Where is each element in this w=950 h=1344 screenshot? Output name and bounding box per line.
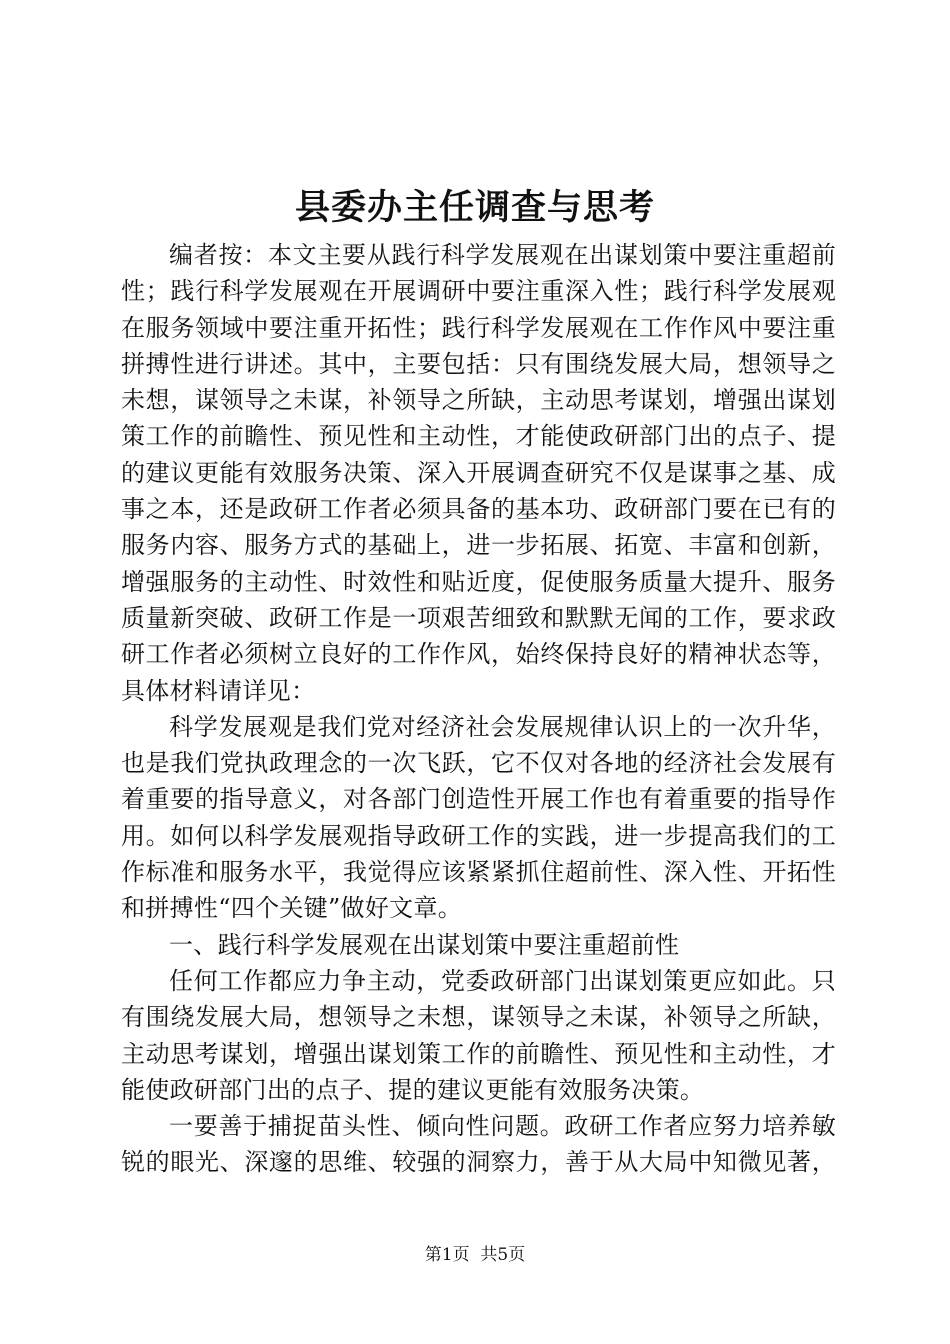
page-total: 共5页 [480, 1245, 526, 1265]
page-footer [0, 1243, 950, 1267]
paragraph-intro: 科学发展观是我们党对经济社会发展规律认识上的一次升华，也是我们党执政理念的一次飞跃，它不仅对各地的经济社会发展有着重要的指导意义，对各部门创造性开展工作也有着重要的指导作用。如何以科学发展观指导政研工作的实践，进一步提高我们的工作标准和服务水平，我觉得应该紧紧抓住超前性、深入性、开拓性和拼搏性“四个关键”做好文章。 [121, 712, 836, 923]
paragraph-section-1: 任何工作都应力争主动，党委政研部门出谋划策更应如此。只有围绕发展大局，想领导之未想，谋领导之未谋，补领导之所缺，主动思考谋划，增强出谋划策工作的前瞻性、预见性和主动性，才能使政研部门出的点子、提的建议更能有效服务决策。 [121, 966, 836, 1104]
section-heading-1: 一、践行科学发展观在出谋划策中要注重超前性 [169, 930, 680, 959]
page-title: 县委办主任调查与思考 [294, 187, 655, 228]
document-body [121, 237, 836, 1182]
paragraph-editor-note: 编者按：本文主要从践行科学发展观在出谋划策中要注重超前性；践行科学发展观在开展调研中要注重深入性；践行科学发展观在服务领域中要注重开拓性；践行科学发展观在工作作风中要注重拼搏性进行讲述。其中，主要包括：只有围绕发展大局，想领导之未想，谋领导之未谋，补领导之所缺，主动思考谋划，增强出谋划策工作的前瞻性、预见性和主动性，才能使政研部门出的点子、提的建议更能有效服务决策、深入开展调查研究不仅是谋事之基、成事之本，还是政研工作者必须具备的基本功、政研部门要在已有的服务内容、服务方式的基础上，进一步拓展、拓宽、丰富和创新，增强服务的主动性、时效性和贴近度，促使服务质量大提升、服务质量新突破、政研工作是一项艰苦细致和默默无闻的工作，要求政研工作者必须树立良好的工作作风，始终保持良好的精神状态等，具体材料请详见： [121, 241, 836, 705]
paragraph-point-1: 一要善于捕捉苗头性、倾向性问题。政研工作者应努力培养敏锐的眼光、深邃的思维、较强的洞察力，善于从大局中知微见著， [121, 1112, 836, 1177]
page-number: 第1页 [424, 1245, 470, 1265]
